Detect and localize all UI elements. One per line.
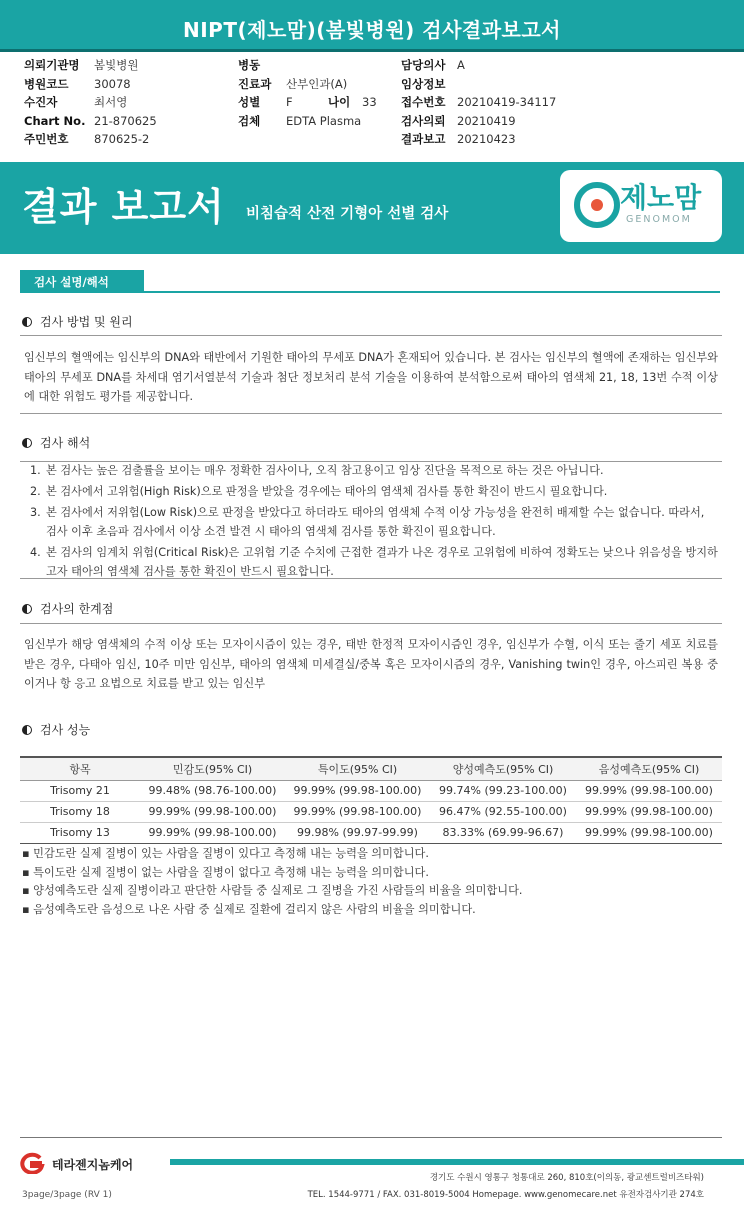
table-cell: 99.99% (99.98-100.00) xyxy=(140,822,285,843)
divider xyxy=(20,413,722,414)
table-cell: Trisomy 18 xyxy=(20,801,140,822)
banner-title: 결과 보고서 xyxy=(22,185,225,229)
footer-address: 경기도 수원시 영통구 청통대로 260, 810호(이의동, 광교센트럴비즈타워) xyxy=(429,1173,704,1183)
note-item: ▪ 음성예측도란 음성으로 나온 사람 중 실제로 질환에 걸리지 않은 사람의 비율을 의미합니다. xyxy=(22,902,476,916)
footer-company: 테라젠지놈케어 xyxy=(52,1158,134,1172)
table-cell: 99.74% (99.23-100.00) xyxy=(430,780,576,801)
col-header: 양성예측도(95% CI) xyxy=(430,757,576,780)
label-chart-no: Chart No. xyxy=(24,113,86,128)
interpretation-heading: 검사 해석 xyxy=(22,434,90,451)
interpretation-list xyxy=(30,461,718,581)
value-receipt-no: 20210419-34117 xyxy=(457,95,557,109)
patient-info-col3 xyxy=(401,56,556,149)
page-number: 3page/3page (RV 1) xyxy=(22,1190,112,1200)
label-specimen: 검체 xyxy=(238,113,261,128)
col-header: 민감도(95% CI) xyxy=(140,757,285,780)
footer-contact: TEL. 1544-9771 / FAX. 031-8019-5004 Homepage. www.genomecare.net 유전자검사기관 274호 xyxy=(307,1190,704,1200)
section-tab: 검사 설명/해석 xyxy=(20,270,144,292)
value-resident-no: 870625-2 xyxy=(94,132,150,146)
half-circle-icon xyxy=(22,604,32,614)
banner-subtitle: 비침습적 산전 기형아 선별 검사 xyxy=(246,206,449,222)
divider xyxy=(20,335,722,336)
table-cell: 99.99% (99.98-100.00) xyxy=(576,801,722,822)
label-institution: 의뢰기관명 xyxy=(24,58,80,72)
table-row xyxy=(20,780,722,801)
label-report-date: 결과보고 xyxy=(401,132,446,146)
table-cell: 99.99% (99.98-100.00) xyxy=(140,801,285,822)
value-department: 산부인과(A) xyxy=(286,76,348,91)
label-ward: 병동 xyxy=(238,58,261,72)
table-header-row xyxy=(20,757,722,780)
value-hospital-code: 30078 xyxy=(94,76,131,91)
table-cell: Trisomy 21 xyxy=(20,780,140,801)
col-header: 항목 xyxy=(20,757,140,780)
method-heading: 검사 방법 및 원리 xyxy=(22,313,133,330)
table-cell: 99.99% (99.98-100.00) xyxy=(576,822,722,843)
section-divider xyxy=(20,291,720,293)
label-age: 나이 xyxy=(328,95,351,109)
patient-info-col1 xyxy=(24,56,157,149)
value-age: 33 xyxy=(362,95,377,109)
limits-heading: 검사의 한계점 xyxy=(22,600,113,617)
table-cell: Trisomy 13 xyxy=(20,822,140,843)
list-item: 3. 본 검사에서 저위험(Low Risk)으로 판정을 받았다고 하더라도 태아의 염색체 수적 이상 가능성을 완전히 배제할 수는 없습니다. 따라서, 검사 이후 초음파 검사에서 이상 소견 발견 시 태아의 염색체 검사를 통한 확진이 필요합니다. xyxy=(30,506,705,538)
value-sex: F xyxy=(286,95,293,109)
list-item: 4. 본 검사의 임계치 위험(Critical Risk)은 고위험 기준 수치에 근접한 결과가 나온 경우로 고위험에 비하여 정확도는 낮으나 위음성을 방지하고자 태아의 염색체 검사를 통한 확진이 반드시 필요합니다. xyxy=(30,546,718,578)
col-header: 음성예측도(95% CI) xyxy=(576,757,722,780)
label-clinical-info: 임상정보 xyxy=(401,76,446,91)
divider xyxy=(20,623,722,624)
logo-text-kr: 제노맘 xyxy=(620,181,702,214)
col-header: 특이도(95% CI) xyxy=(285,757,430,780)
label-request-date: 검사의뢰 xyxy=(401,113,446,128)
genomom-logo xyxy=(560,170,722,242)
note-item: ▪ 양성예측도란 실제 질병이라고 판단한 사람들 중 실제로 그 질병을 가진 사람들의 비율을 의미합니다. xyxy=(22,884,523,898)
label-resident-no: 주민번호 xyxy=(24,132,69,146)
value-specimen: EDTA Plasma xyxy=(286,113,362,128)
logo-circle-icon xyxy=(574,182,620,228)
table-row xyxy=(20,801,722,822)
note-item: ▪ 민감도란 실제 질병이 있는 사람을 질병이 있다고 측정해 내는 능력을 의미합니다. xyxy=(22,847,429,860)
table-cell: 99.98% (99.97-99.99) xyxy=(285,822,430,843)
performance-table xyxy=(20,756,722,844)
footer-divider xyxy=(20,1137,722,1138)
label-department: 진료과 xyxy=(238,76,272,91)
value-request-date: 20210419 xyxy=(457,113,516,128)
table-cell: 99.99% (99.98-100.00) xyxy=(576,780,722,801)
label-patient: 수진자 xyxy=(24,95,58,109)
table-cell: 99.99% (99.98-100.00) xyxy=(285,801,430,822)
half-circle-icon xyxy=(22,317,32,327)
note-item: ▪ 특이도란 실제 질병이 없는 사람을 질병이 없다고 측정해 내는 능력을 의미합니다. xyxy=(22,865,429,879)
label-hospital-code: 병원코드 xyxy=(24,76,69,91)
table-cell: 99.99% (99.98-100.00) xyxy=(285,780,430,801)
report-title: NIPT(제노맘)(봄빛병원) 검사결과보고서 xyxy=(183,18,561,42)
half-circle-icon xyxy=(22,725,32,735)
label-receipt-no: 접수번호 xyxy=(401,95,446,109)
performance-notes xyxy=(22,845,522,919)
performance-heading: 검사 성능 xyxy=(22,721,90,738)
table-cell: 83.33% (69.99-96.67) xyxy=(430,822,576,843)
table-cell: 99.48% (98.76-100.00) xyxy=(140,780,285,801)
list-item: 2. 본 검사에서 고위험(High Risk)으로 판정을 받았을 경우에는 태아의 염색체 검사를 통한 확진이 반드시 필요합니다. xyxy=(30,485,608,498)
limits-body: 임신부가 해당 염색체의 수적 이상 또는 모자이시즘이 있는 경우, 태반 한정적 모자이시즘인 경우, 임신부가 수혈, 이식 또는 줄기 세포 치료를 받은 경우, 다태아 임신, 10주 미만 임신부, 태아의 염색체 미세결실/중복 혹은 모자이시즘의 경우, Vanishing twin인 경우, 아스피린 복용 중이거나 항 응고 요법으로 치료를 받고 있는 임신부 xyxy=(24,638,718,690)
value-institution: 봄빛병원 xyxy=(94,58,139,72)
method-body: 임신부의 혈액에는 임신부의 DNA와 태반에서 기원한 태아의 무세포 DNA가 혼재되어 있습니다. 본 검사는 임신부의 혈액에 존재하는 임신부와 태아의 무세포 DNA를 차세대 염기서열분석 기술과 첨단 정보처리 분석 기술을 이용하여 분석함으로써 태아의 염색체 21, 18, 13번 수적 이상에 대한 위험도 평가를 제공합니다. xyxy=(24,351,718,403)
theragen-logo-icon xyxy=(16,1152,46,1174)
label-doctor: 담당의사 xyxy=(401,58,446,72)
value-report-date: 20210423 xyxy=(457,132,516,146)
value-doctor: A xyxy=(457,58,465,72)
divider xyxy=(20,578,722,579)
label-sex: 성별 xyxy=(238,95,261,109)
value-chart-no: 21-870625 xyxy=(94,113,157,128)
patient-info-col2 xyxy=(238,56,377,130)
value-patient: 최서영 xyxy=(94,95,128,109)
footer-accent-bar xyxy=(170,1159,744,1165)
table-row xyxy=(20,822,722,843)
half-circle-icon xyxy=(22,438,32,448)
logo-text-en: GENOMOM xyxy=(626,214,692,225)
report-title-bar xyxy=(0,0,744,52)
table-cell: 96.47% (92.55-100.00) xyxy=(430,801,576,822)
list-item: 1. 본 검사는 높은 검출률을 보이는 매우 정확한 검사이나, 오직 참고용이고 임상 진단을 목적으로 하는 것은 아닙니다. xyxy=(30,464,604,477)
